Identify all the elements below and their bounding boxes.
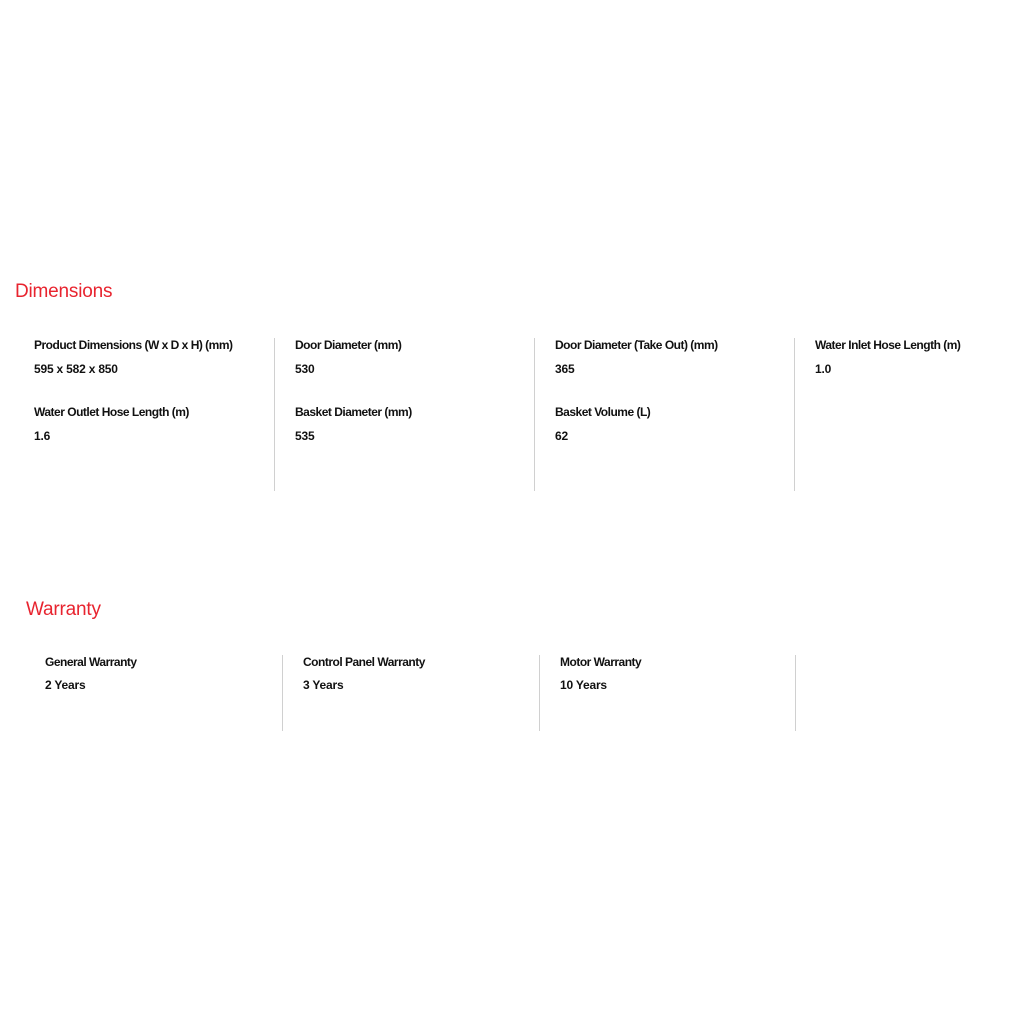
dimensions-heading: Dimensions <box>15 281 113 302</box>
spec-value: 365 <box>555 362 575 376</box>
spec-label: Water Outlet Hose Length (m) <box>34 405 189 419</box>
spec-value: 535 <box>295 429 315 443</box>
warranty-column <box>282 655 539 731</box>
spec-value: 1.6 <box>34 429 51 443</box>
spec-value: 3 Years <box>303 678 344 692</box>
spec-value: 2 Years <box>45 678 86 692</box>
spec-item <box>560 655 795 693</box>
warranty-spec-grid <box>25 655 796 731</box>
spec-item <box>295 338 534 377</box>
spec-label: Water Inlet Hose Length (m) <box>815 338 961 352</box>
spec-label: Control Panel Warranty <box>303 655 425 669</box>
spec-label: Door Diameter (mm) <box>295 338 402 352</box>
spec-label: Motor Warranty <box>560 655 642 669</box>
spec-item <box>34 405 274 444</box>
spec-item <box>34 338 274 377</box>
dimensions-spec-grid <box>14 338 1024 491</box>
spec-item <box>303 655 539 693</box>
spec-value: 62 <box>555 429 568 443</box>
spec-label: Product Dimensions (W x D x H) (mm) <box>34 338 233 352</box>
dimensions-column <box>14 338 274 491</box>
spec-label: Basket Volume (L) <box>555 405 651 419</box>
warranty-column <box>539 655 796 731</box>
spec-value: 530 <box>295 362 315 376</box>
spec-item <box>295 405 534 444</box>
spec-label: General Warranty <box>45 655 137 669</box>
dimensions-column <box>794 338 1024 491</box>
spec-item <box>555 338 794 377</box>
warranty-column <box>25 655 282 731</box>
warranty-heading: Warranty <box>26 599 101 620</box>
dimensions-column <box>534 338 794 491</box>
spec-label: Basket Diameter (mm) <box>295 405 412 419</box>
dimensions-column <box>274 338 534 491</box>
spec-value: 595 x 582 x 850 <box>34 362 118 376</box>
spec-value: 1.0 <box>815 362 832 376</box>
spec-item <box>45 655 282 693</box>
spec-item <box>815 338 1024 377</box>
spec-label: Door Diameter (Take Out) (mm) <box>555 338 718 352</box>
spec-value: 10 Years <box>560 678 607 692</box>
spec-item <box>555 405 794 444</box>
